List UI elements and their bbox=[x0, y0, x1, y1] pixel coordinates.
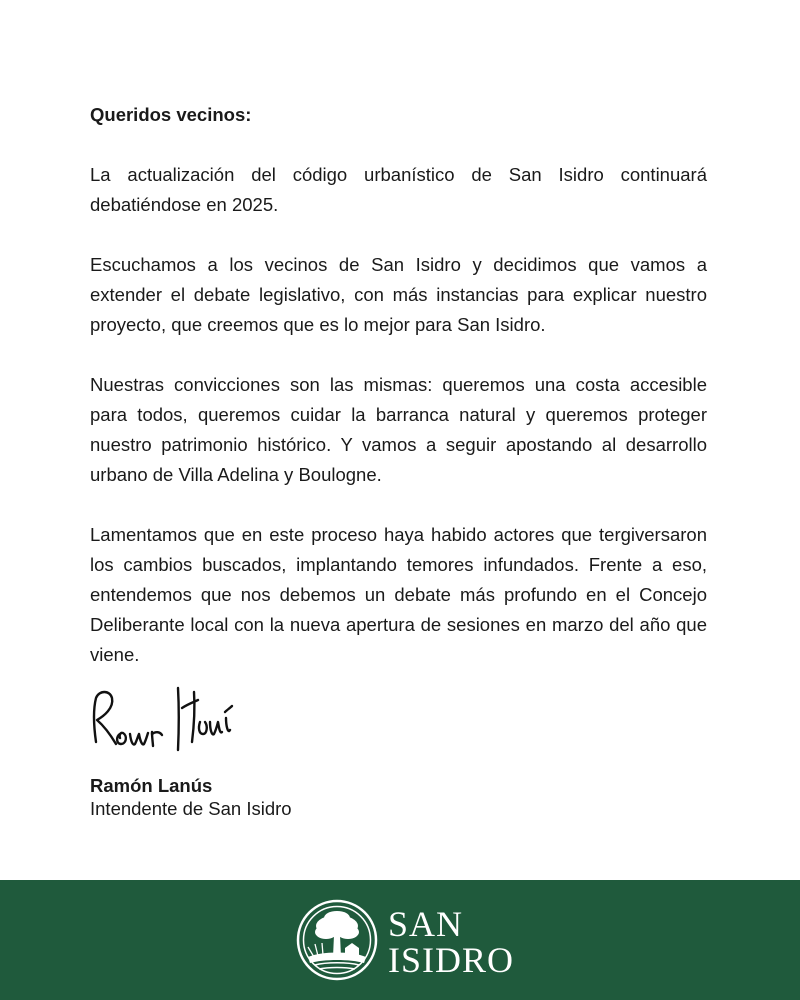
paragraph-1: La actualización del código urbanístico de San Isidro continuará debatiéndose en 2025. bbox=[90, 164, 707, 215]
signer-title: Intendente de San Isidro bbox=[90, 798, 292, 819]
handwritten-signature bbox=[86, 678, 246, 763]
letter-body bbox=[90, 100, 707, 670]
paragraph-3: Nuestras convicciones son las mismas: queremos una costa accesible para todos, queremos cuidar la barranca natural y queremos proteger nuestro patrimonio histórico. Y vamos a seguir apostando al desarrollo urbano de Villa Adelina y Boulogne. bbox=[90, 374, 707, 485]
paragraph-2: Escuchamos a los vecinos de San Isidro y decidimos que vamos a extender el debate legislativo, con más instancias para explicar nuestro proyecto, que creemos que es lo mejor para San Isidro. bbox=[90, 254, 707, 335]
paragraph-4: Lamentamos que en este proceso haya habido actores que tergiversaron los cambios buscados, implantando temores infundados. Frente a eso, entendemos que nos debemos un debate más profundo en el Concejo Deliberante local con la nueva apertura de sesiones en marzo del año que viene. bbox=[90, 524, 707, 665]
tree-emblem-icon bbox=[296, 899, 378, 981]
signer-name: Ramón Lanús bbox=[90, 775, 213, 796]
logo-wordmark-line1: SAN bbox=[388, 904, 464, 944]
greeting: Queridos vecinos: bbox=[90, 104, 252, 125]
logo-wordmark-line2: ISIDRO bbox=[388, 940, 515, 980]
